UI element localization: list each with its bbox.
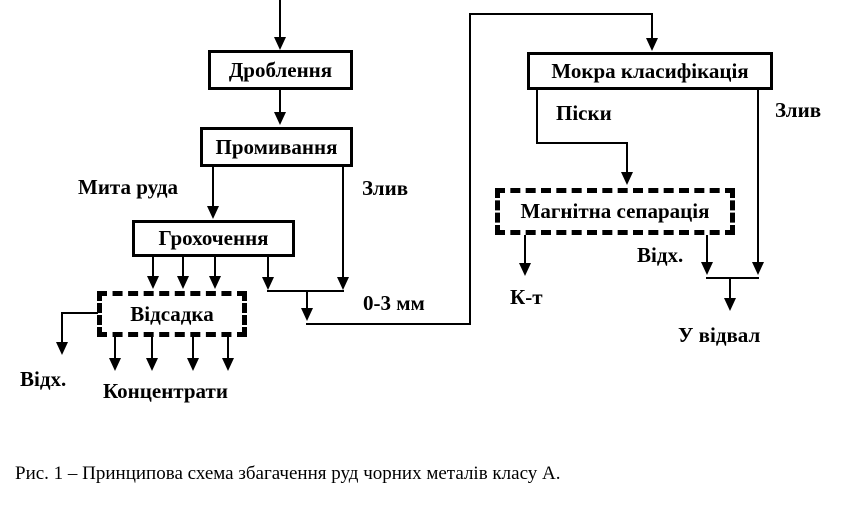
arrowhead <box>209 276 221 289</box>
label-concentrate: К-т <box>510 285 543 309</box>
arrowhead <box>207 206 219 219</box>
flow-line <box>524 235 526 263</box>
flow-line <box>469 13 653 15</box>
flow-line <box>536 90 538 144</box>
flow-line <box>267 257 269 277</box>
arrowhead <box>752 262 764 275</box>
flow-line <box>626 142 628 172</box>
arrowhead <box>222 358 234 371</box>
flow-line <box>214 257 216 276</box>
flow-line <box>212 167 214 206</box>
flow-line <box>279 0 281 37</box>
flow-line <box>279 90 281 112</box>
flow-line <box>61 312 63 342</box>
flow-line <box>152 257 154 276</box>
arrowhead <box>177 276 189 289</box>
arrowhead <box>187 358 199 371</box>
arrowhead <box>274 112 286 125</box>
flow-line <box>651 13 653 38</box>
label-waste-left: Відх. <box>20 367 67 391</box>
arrowhead <box>724 298 736 311</box>
flow-line <box>114 337 116 358</box>
node-washing: Промивання <box>200 127 353 167</box>
label-overflow-right: Злив <box>775 98 822 122</box>
arrowhead <box>56 342 68 355</box>
label-sands: Піски <box>556 101 612 125</box>
flow-line <box>306 290 308 308</box>
flow-line <box>729 277 731 298</box>
flow-line <box>182 257 184 276</box>
arrowhead <box>147 276 159 289</box>
flow-line <box>306 323 471 325</box>
node-wet-classification: Мокра класифікація <box>527 52 773 90</box>
label-size-range: 0-3 мм <box>363 291 425 315</box>
flow-line <box>151 337 153 358</box>
flow-line <box>227 337 229 358</box>
flow-line <box>706 277 759 279</box>
node-crushing: Дроблення <box>208 50 353 90</box>
label-overflow-left: Злив <box>362 176 409 200</box>
arrowhead <box>109 358 121 371</box>
flow-line <box>706 235 708 262</box>
arrowhead <box>274 37 286 50</box>
arrowhead <box>146 358 158 371</box>
flow-line <box>536 142 628 144</box>
flow-line <box>342 167 344 277</box>
node-magnetic-separation: Магнітна сепарація <box>495 188 735 235</box>
arrowhead <box>519 263 531 276</box>
flow-line <box>192 337 194 358</box>
arrowhead <box>701 262 713 275</box>
label-to-dump: У відвал <box>678 323 761 347</box>
arrowhead <box>646 38 658 51</box>
node-jigging: Відсадка <box>97 291 247 337</box>
label-washed-ore: Мита руда <box>78 175 178 199</box>
flow-line <box>61 312 98 314</box>
arrowhead <box>262 277 274 290</box>
arrowhead <box>337 277 349 290</box>
figure-caption: Рис. 1 – Принципова схема збагачення руд чорних металів класу А. <box>15 463 561 484</box>
flow-line <box>469 13 471 325</box>
arrowhead <box>301 308 313 321</box>
label-concentrates: Концентрати <box>103 379 228 403</box>
arrowhead <box>621 172 633 185</box>
label-waste-right: Відх. <box>637 243 684 267</box>
node-screening: Грохочення <box>132 220 295 257</box>
flow-line <box>757 90 759 262</box>
